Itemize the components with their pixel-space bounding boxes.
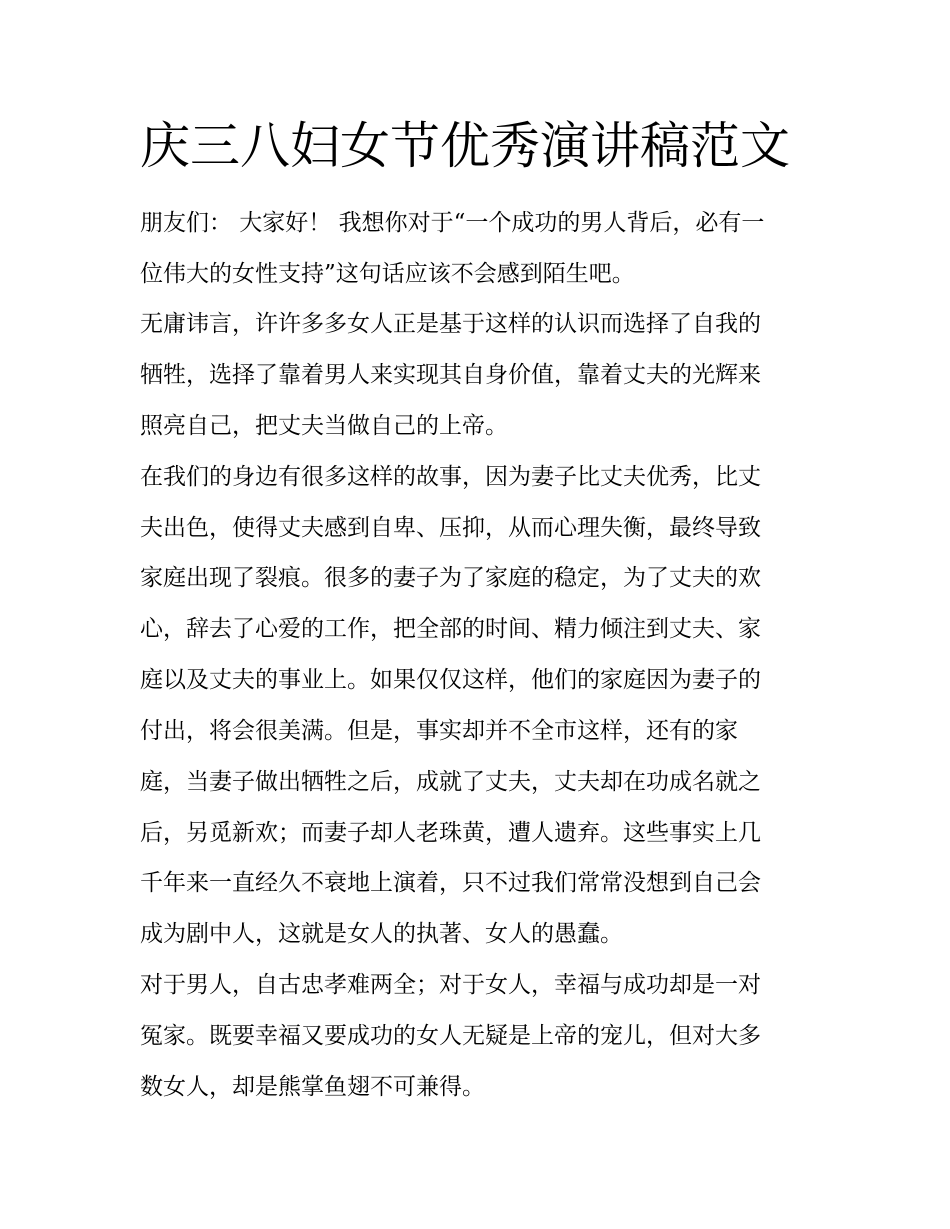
- body-line: 朋友们： 大家好！ 我想你对于“一个成功的男人背后，必有一: [140, 210, 765, 236]
- body-line: 夫出色，使得丈夫感到自卑、压抑，从而心理失衡，最终导致: [140, 515, 761, 541]
- body-line: 庭以及丈夫的事业上。如果仅仅这样，他们的家庭因为妻子的: [140, 667, 761, 693]
- body-line: 牺牲，选择了靠着男人来实现其自身价值，靠着丈夫的光辉来: [140, 362, 761, 388]
- body-line: 付出，将会很美满。但是，事实却并不全市这样，还有的家: [140, 718, 738, 744]
- body-line: 冤家。既要幸福又要成功的女人无疑是上帝的宠儿，但对大多: [140, 1023, 761, 1049]
- body-line: 无庸讳言，许许多多女人正是基于这样的认识而选择了自我的: [140, 311, 761, 337]
- body-line: 庭，当妻子做出牺牲之后，成就了丈夫，丈夫却在功成名就之: [140, 769, 761, 795]
- body-line: 千年来一直经久不衰地上演着，只不过我们常常没想到自己会: [140, 870, 761, 896]
- body-line: 在我们的身边有很多这样的故事，因为妻子比丈夫优秀，比丈: [140, 464, 761, 490]
- page-title: 庆三八妇女节优秀演讲稿范文: [140, 117, 790, 175]
- body-line: 成为剧中人，这就是女人的执著、女人的愚蠢。: [140, 921, 623, 947]
- body-line: 照亮自己，把丈夫当做自己的上帝。: [140, 413, 508, 439]
- body-line: 数女人，却是熊掌鱼翅不可兼得。: [140, 1074, 485, 1100]
- body-line: 后，另觅新欢；而妻子却人老珠黄，遭人遗弃。这些事实上几: [140, 820, 761, 846]
- body-line: 家庭出现了裂痕。很多的妻子为了家庭的稳定，为了丈夫的欢: [140, 565, 761, 591]
- body-line: 心，辞去了心爱的工作，把全部的时间、精力倾注到丈夫、家: [140, 616, 761, 642]
- body-line: 位伟大的女性支持”这句话应该不会感到陌生吧。: [140, 261, 635, 287]
- body-line: 对于男人，自古忠孝难两全；对于女人，幸福与成功却是一对: [140, 972, 761, 998]
